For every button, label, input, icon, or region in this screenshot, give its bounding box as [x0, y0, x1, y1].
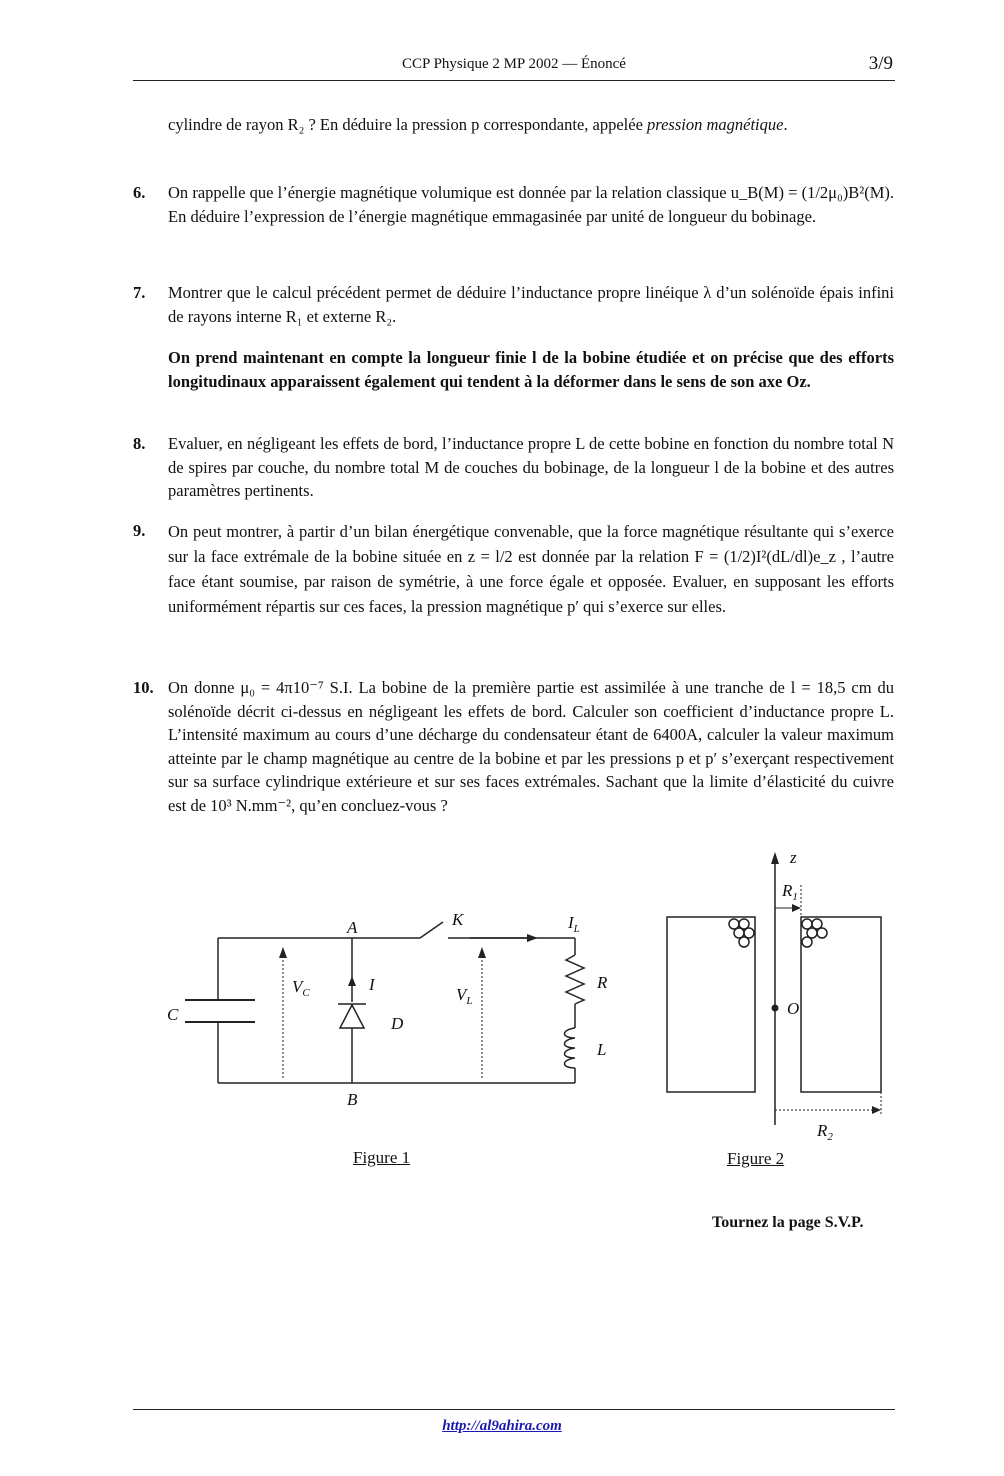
wire-cross-section — [739, 937, 749, 947]
label-r1: $R_1$ — [782, 881, 798, 903]
z-arrowhead — [771, 852, 779, 864]
intro-italic: pression magnétique — [647, 115, 784, 134]
bold-statement: On prend maintenant en compte la longueur finie l de la bobine étudiée et on précise que des efforts longitudinaux apparaissent également qui tendent à la déformer dans le sens de son axe Oz. — [168, 348, 894, 391]
coil-section-left — [667, 917, 755, 1092]
label-vl: $V_L$ — [456, 985, 473, 1007]
label-il: $I_L$ — [568, 913, 580, 935]
label-b: B — [347, 1090, 358, 1109]
il-arrowhead — [527, 934, 538, 942]
label-z: z — [790, 848, 797, 867]
r2-arrowhead — [872, 1106, 881, 1114]
r1-arrowhead — [792, 904, 801, 912]
q7-text: Montrer que le calcul précédent permet de déduire l’inductance propre linéique λ d’un solénoïde épais infini de rayons interne R₁ et externe R₂. — [168, 283, 894, 326]
figures — [150, 845, 900, 1145]
origin-point — [772, 1005, 779, 1012]
vl-arrowhead — [478, 947, 486, 958]
intro-paragraph — [168, 113, 894, 137]
label-k: K — [452, 910, 464, 929]
q10-number: 10. — [133, 678, 154, 697]
label-i: I — [369, 975, 375, 994]
page-header — [133, 53, 895, 81]
label-a: A — [347, 918, 358, 937]
q6-number: 6. — [133, 183, 146, 202]
label-r2: $R_2$ — [817, 1121, 833, 1143]
q6-text: On rappelle que l’énergie magnétique volumique est donnée par la relation classique u_B(M) = (1/2μ₀)B²(M). En déduire l’expression de l’énergie magnétique emmagasinée par unité de longueur du bobinage. — [168, 183, 894, 226]
inductor-coil — [565, 1028, 576, 1068]
label-d: D — [391, 1014, 404, 1033]
label-vc: $V_C$ — [292, 977, 310, 999]
vc-arrowhead — [279, 947, 287, 958]
footer-rule — [133, 1409, 895, 1410]
label-l: L — [597, 1040, 607, 1059]
intro-text: cylindre de rayon R₂ ? En déduire la pression p correspondante, appelée — [168, 115, 648, 134]
q9-number: 9. — [133, 521, 146, 540]
diode-triangle — [340, 1005, 364, 1028]
page-number: 3/9 — [868, 53, 893, 74]
switch-k — [420, 922, 443, 938]
q8-text: Evaluer, en négligeant les effets de bord, l’inductance propre L de cette bobine en fonction du nombre total N de spires par couche, du nombre total M de couches du bobinage, de la longueur l de la bobine et des autres paramètres pertinents. — [168, 434, 894, 500]
q8-number: 8. — [133, 434, 146, 453]
i-arrowhead — [348, 976, 356, 986]
q7-number: 7. — [133, 283, 146, 302]
wire-cross-section — [817, 928, 827, 938]
intro-end: . — [783, 115, 788, 134]
header-title: CCP Physique 2 MP 2002 — Énoncé — [402, 56, 626, 72]
figure2-caption: Figure 2 — [727, 1149, 785, 1168]
wire-cross-section — [802, 937, 812, 947]
figure1-caption: Figure 1 — [353, 1148, 411, 1167]
q9-text: On peut montrer, à partir d’un bilan énergétique convenable, que la force magnétique résultante qui s’exerce sur la face extrémale de la bobine située en z = l/2 est donnée par la relation F = (1/2)I²(dL/dl)e_z , l’autre face étant soumise, par raison de symétrie, à une force égale et opposée. Evaluer, en supposant les efforts uniformément répartis sur ces faces, la pression magnétique p′ qui s’exerce sur elles. — [168, 522, 894, 616]
q10-text: On donne μ₀ = 4π10⁻⁷ S.I. La bobine de la première partie est assimilée à une tranche de l = 18,5 cm du solénoïde décrit ci-dessus en négligeant les effets de bord. Calculer son coefficient d’inductance propre L. L’intensité maximum au cours d’une décharge du condensateur étant de 6400A, calculer la valeur maximum atteinte par le champ magnétique au centre de la bobine et par les pressions p et p′ s’exerçant respectivement sur sa surface cylindrique extérieure et sur ses faces extrémales. Sachant que la limite d’élasticité du cuivre est de 10³ N.mm⁻², qu’en concluez-vous ? — [168, 678, 894, 815]
coil-section-right — [801, 917, 881, 1092]
label-c: C — [167, 1005, 179, 1024]
footer-link[interactable]: http://al9ahira.com — [442, 1418, 562, 1434]
turn-page-note: Tournez la page S.V.P. — [712, 1214, 864, 1231]
label-o: O — [787, 999, 800, 1018]
resistor-zigzag — [566, 955, 584, 1004]
label-r: R — [597, 973, 608, 992]
